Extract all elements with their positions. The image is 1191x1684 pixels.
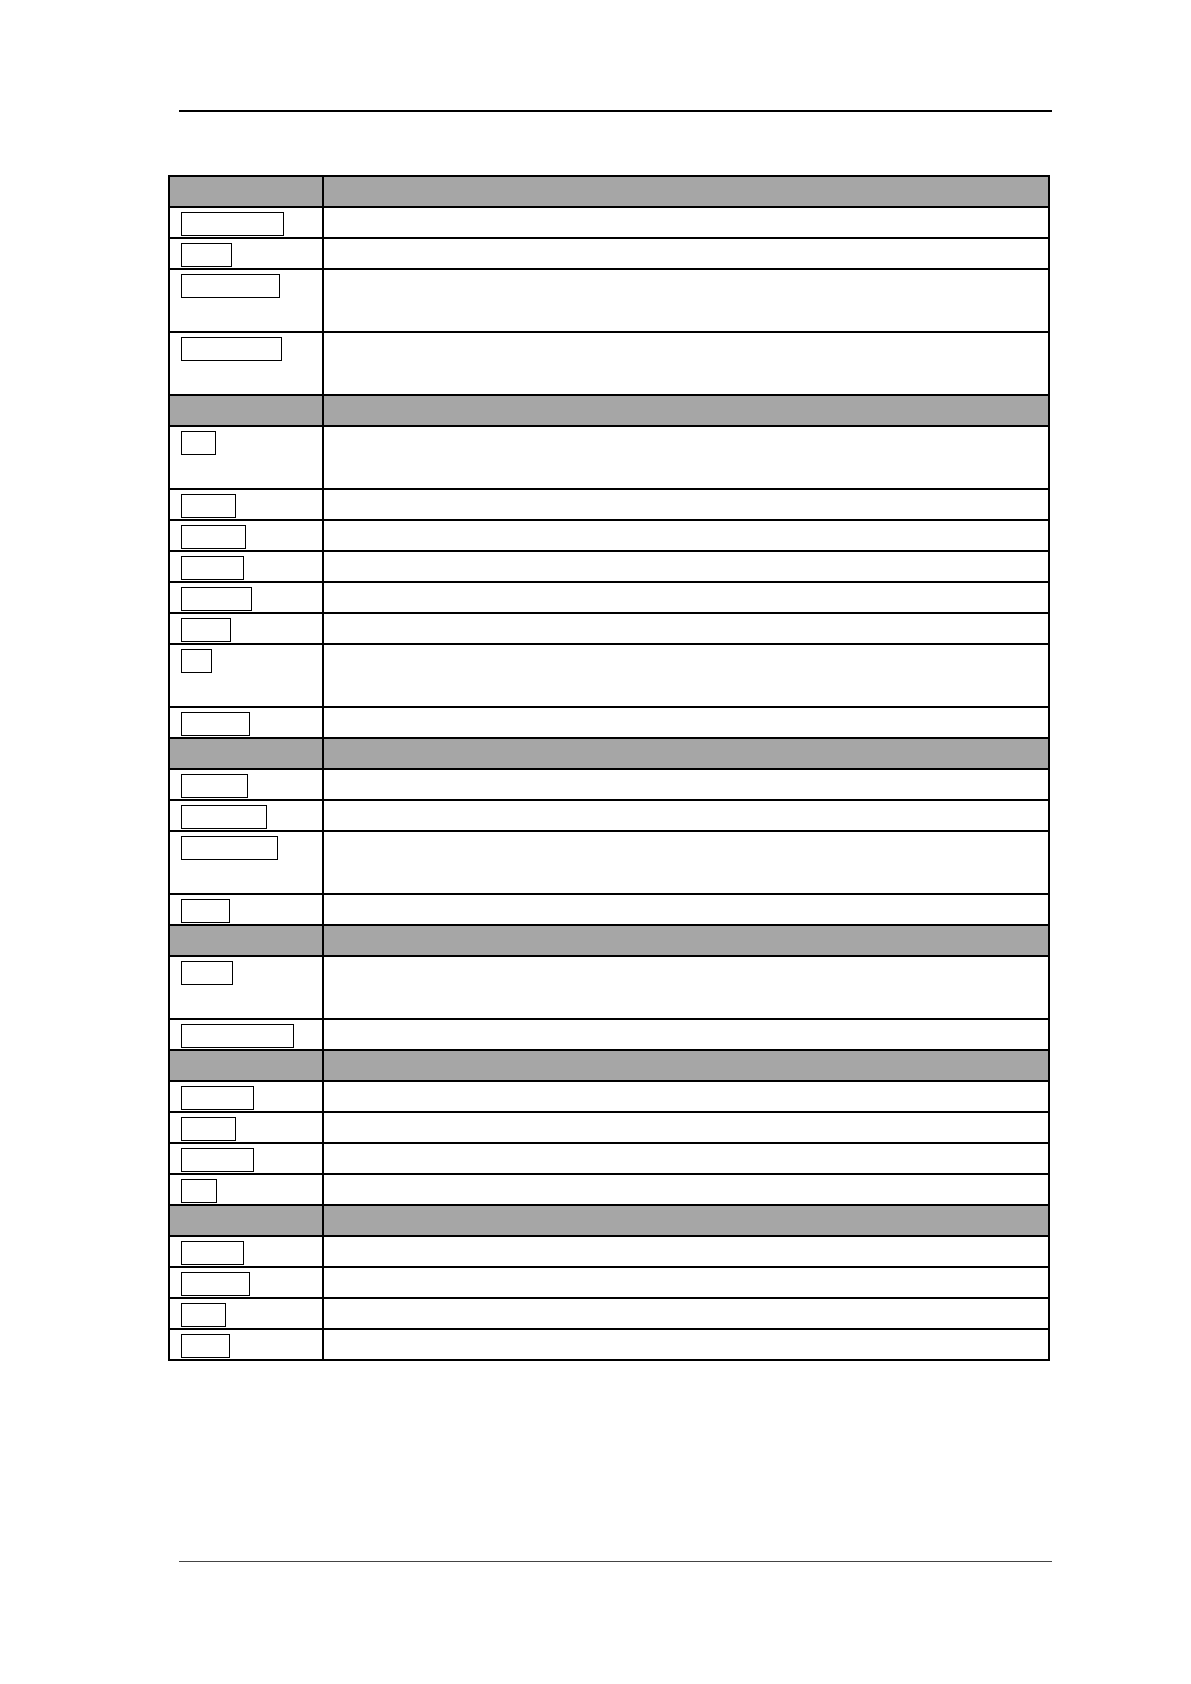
description-cell: [323, 489, 1049, 520]
section-header-cell-1: [169, 395, 323, 426]
description-text: [324, 957, 1048, 967]
key-cell: [169, 1081, 323, 1112]
description-text: [324, 1175, 1048, 1185]
key-cell: [169, 238, 323, 269]
description-text: [324, 239, 1048, 249]
key-box: [181, 212, 284, 236]
description-text: [324, 1020, 1048, 1030]
section-header-description: [324, 1051, 1048, 1061]
footer-rule: [179, 1561, 1052, 1562]
key-cell: [169, 769, 323, 800]
key-box: [181, 1179, 217, 1203]
table-row: [169, 800, 1049, 831]
table-row: [169, 956, 1049, 1019]
table-row: [169, 1236, 1049, 1267]
description-cell: [323, 1329, 1049, 1360]
section-header-cell-2: [323, 395, 1049, 426]
description-text: [324, 1144, 1048, 1154]
key-box: [181, 1241, 244, 1265]
description-text: [324, 552, 1048, 562]
description-text: [324, 895, 1048, 905]
description-cell: [323, 1174, 1049, 1205]
section-header-label: [170, 926, 322, 936]
table-row: [169, 644, 1049, 707]
key-cell: [169, 582, 323, 613]
description-text: [324, 801, 1048, 811]
section-header-description: [324, 177, 1048, 187]
section-header-cell-2: [323, 738, 1049, 769]
key-box: [181, 899, 230, 923]
key-box: [181, 587, 252, 611]
description-cell: [323, 613, 1049, 644]
description-text: [324, 490, 1048, 500]
command-reference-table: [168, 175, 1050, 1361]
table-row: [169, 894, 1049, 925]
description-cell: [323, 1267, 1049, 1298]
description-text: [324, 1330, 1048, 1340]
key-cell: [169, 1267, 323, 1298]
key-box: [181, 961, 233, 985]
description-text: [324, 521, 1048, 531]
section-header-label: [170, 177, 322, 187]
section-header-cell-2: [323, 1050, 1049, 1081]
section-header-description: [324, 739, 1048, 749]
key-box: [181, 337, 282, 361]
section-header-label: [170, 396, 322, 406]
key-box: [181, 836, 278, 860]
table-row: [169, 489, 1049, 520]
section-header-cell-1: [169, 1050, 323, 1081]
key-box: [181, 243, 232, 267]
key-cell: [169, 426, 323, 489]
key-cell: [169, 831, 323, 894]
description-cell: [323, 894, 1049, 925]
description-cell: [323, 520, 1049, 551]
table-row: [169, 551, 1049, 582]
table-row: [169, 613, 1049, 644]
description-cell: [323, 551, 1049, 582]
description-text: [324, 708, 1048, 718]
description-text: [324, 583, 1048, 593]
key-box: [181, 556, 244, 580]
table-row: [169, 707, 1049, 738]
description-text: [324, 1113, 1048, 1123]
table-row: [169, 207, 1049, 238]
key-box: [181, 1148, 254, 1172]
description-cell: [323, 769, 1049, 800]
description-text: [324, 1237, 1048, 1247]
section-header-row: [169, 395, 1049, 426]
key-cell: [169, 1112, 323, 1143]
description-text: [324, 208, 1048, 218]
key-cell: [169, 551, 323, 582]
key-box: [181, 525, 246, 549]
section-header-description: [324, 396, 1048, 406]
table-row: [169, 1112, 1049, 1143]
description-cell: [323, 1236, 1049, 1267]
table-row: [169, 520, 1049, 551]
description-cell: [323, 831, 1049, 894]
table-row: [169, 332, 1049, 395]
description-cell: [323, 1298, 1049, 1329]
description-cell: [323, 238, 1049, 269]
key-cell: [169, 707, 323, 738]
key-box: [181, 431, 216, 455]
section-header-label: [170, 1051, 322, 1061]
description-cell: [323, 269, 1049, 332]
table-body: [169, 176, 1049, 1360]
key-cell: [169, 520, 323, 551]
description-cell: [323, 426, 1049, 489]
key-box: [181, 1303, 226, 1327]
description-text: [324, 333, 1048, 343]
section-header-cell-1: [169, 738, 323, 769]
key-cell: [169, 207, 323, 238]
key-box: [181, 805, 267, 829]
description-text: [324, 770, 1048, 780]
key-box: [181, 1272, 250, 1296]
section-header-cell-1: [169, 176, 323, 207]
key-cell: [169, 1143, 323, 1174]
description-text: [324, 614, 1048, 624]
section-header-row: [169, 1050, 1049, 1081]
table-row: [169, 269, 1049, 332]
key-cell: [169, 1329, 323, 1360]
section-header-cell-2: [323, 1205, 1049, 1236]
table-row: [169, 582, 1049, 613]
header-rule: [179, 110, 1052, 112]
table-row: [169, 1267, 1049, 1298]
key-box: [181, 1334, 230, 1358]
section-header-label: [170, 739, 322, 749]
key-cell: [169, 269, 323, 332]
description-cell: [323, 332, 1049, 395]
section-header-cell-2: [323, 925, 1049, 956]
table-row: [169, 831, 1049, 894]
description-text: [324, 427, 1048, 437]
section-header-label: [170, 1206, 322, 1216]
key-cell: [169, 956, 323, 1019]
table-row: [169, 1329, 1049, 1360]
key-box: [181, 274, 280, 298]
key-box: [181, 1086, 254, 1110]
key-cell: [169, 1019, 323, 1050]
key-box: [181, 1024, 294, 1048]
description-cell: [323, 582, 1049, 613]
key-box: [181, 1117, 236, 1141]
key-cell: [169, 1236, 323, 1267]
key-cell: [169, 489, 323, 520]
table-row: [169, 769, 1049, 800]
table-row: [169, 1019, 1049, 1050]
key-cell: [169, 644, 323, 707]
table-row: [169, 238, 1049, 269]
key-box: [181, 649, 212, 673]
description-cell: [323, 1143, 1049, 1174]
key-cell: [169, 1174, 323, 1205]
key-box: [181, 618, 231, 642]
section-header-cell-1: [169, 1205, 323, 1236]
description-text: [324, 1082, 1048, 1092]
description-text: [324, 1268, 1048, 1278]
table-row: [169, 426, 1049, 489]
section-header-row: [169, 176, 1049, 207]
key-box: [181, 494, 236, 518]
description-cell: [323, 1019, 1049, 1050]
section-header-row: [169, 925, 1049, 956]
section-header-row: [169, 1205, 1049, 1236]
table-row: [169, 1081, 1049, 1112]
description-cell: [323, 1112, 1049, 1143]
description-cell: [323, 644, 1049, 707]
table-row: [169, 1143, 1049, 1174]
table-row: [169, 1174, 1049, 1205]
key-cell: [169, 800, 323, 831]
description-cell: [323, 207, 1049, 238]
key-cell: [169, 1298, 323, 1329]
key-cell: [169, 332, 323, 395]
description-cell: [323, 1081, 1049, 1112]
section-header-cell-2: [323, 176, 1049, 207]
description-text: [324, 1299, 1048, 1309]
section-header-description: [324, 926, 1048, 936]
description-cell: [323, 956, 1049, 1019]
section-header-row: [169, 738, 1049, 769]
key-box: [181, 774, 248, 798]
description-cell: [323, 707, 1049, 738]
section-header-cell-1: [169, 925, 323, 956]
description-cell: [323, 800, 1049, 831]
key-cell: [169, 613, 323, 644]
description-text: [324, 645, 1048, 655]
table-row: [169, 1298, 1049, 1329]
description-text: [324, 832, 1048, 842]
section-header-description: [324, 1206, 1048, 1216]
key-cell: [169, 894, 323, 925]
key-box: [181, 712, 250, 736]
description-text: [324, 270, 1048, 280]
